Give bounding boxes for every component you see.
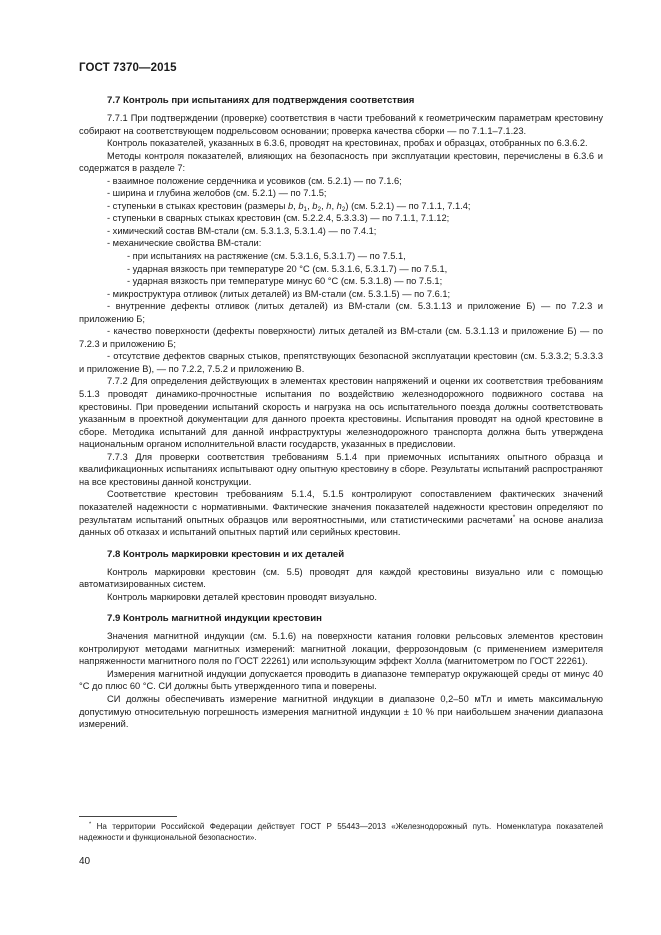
section-7-8-title: 7.8 Контроль маркировки крестовин и их деталей xyxy=(107,548,345,560)
paragraph: Значения магнитной индукции (см. 5.1.6) на поверхности катания головки рельсовых элементов крестовин контролируют методами магнитных измерений: магнитной локации, феррозондовым (с применением измерителя напряженности магнитного поля по ГОСТ 22261) или использующим эффект Холла (магнитометром по ГОСТ 22261). xyxy=(79,631,603,667)
footnote-divider xyxy=(79,816,177,817)
sub-list-item: - при испытаниях на растяжение (см. 5.3.1.6, 5.3.1.7) — по 7.5.1, xyxy=(127,251,406,262)
document-header: ГОСТ 7370—2015 xyxy=(79,62,177,74)
sub-list-item: - ударная вязкость при температуре 20 °С (см. 5.3.1.6, 5.3.1.7) — по 7.5.1, xyxy=(127,263,448,274)
list-item: - химический состав ВМ-стали (см. 5.3.1.3, 5.3.1.4) — по 7.4.1; xyxy=(107,225,377,236)
list-item: - ступеньки в сварных стыках крестовин (см. 5.2.2.4, 5.3.3.3) — по 7.1.1, 7.1.12; xyxy=(107,213,450,224)
paragraph: СИ должны обеспечивать измерение магнитной индукции в диапазоне 0,2–50 мТл и иметь максимальную допустимую относительную погрешность измерения магнитной индукции ± 10 % при наибольшем значении диапазона измерений. xyxy=(79,693,603,730)
footnote-text: На территории Российской Федерации действует ГОСТ Р 55443—2013 «Железнодорожный путь. Номенклатура показателей надежности и функциональной безопасности». xyxy=(79,822,603,842)
page-number: 40 xyxy=(79,856,91,867)
paragraph: Контроль маркировки деталей крестовин проводят визуально. xyxy=(107,591,377,602)
footnote-marker[interactable]: * xyxy=(512,513,516,521)
list-item: - микроструктура отливок (литых деталей) из ВМ-стали (см. 5.3.1.5) — по 7.6.1; xyxy=(107,288,451,299)
paragraph: 7.7.1 При подтверждении (проверке) соответствия в части требований к геометрическим параметрам крестовину собирают на соответствующем подрельсовом основании; проверка качества сборки — по 7.1.1–7.1.23. xyxy=(79,113,603,136)
paragraph: Контроль показателей, указанных в 6.3.6, проводят на крестовинах, пробах и образцах, отобранных по 6.3.6.2. xyxy=(107,138,588,149)
paragraph: Измерения магнитной индукции допускается проводить в диапазоне температур окружающей среды от минус 40 °С до плюс 60 °С. СИ должны быть утвержденного типа и поверены. xyxy=(79,668,603,692)
list-item: - ступеньки в стыках крестовин (размеры b, $b_1$, $b_2$, h, $h_2$) (см. 5.2.1) — по 7.1.1, 7.1.4; xyxy=(107,200,471,213)
paragraph: 7.7.2 Для определения действующих в элементах крестовин напряжений и оценки их соответствия требованиям 5.1.3 проводят динамико-прочностные испытания по воздействию железнодорожного подвижного состава на крестовины. При проведении испытаний скорость и нагрузка на ось испытательного поезда должны соответствовать указанным в проектной документации для данного проекта крестовины. Испытания проводят на одной крестовине в сборе. Методика испытаний для данной инфраструктуры железнодорожного транспорта должна быть утверждена национальным органом исполнительной власти государств, указанных в предисловии. xyxy=(79,376,603,450)
footnote xyxy=(79,821,603,843)
list-item: - ширина и глубина желобов (см. 5.2.1) — по 7.1.5; xyxy=(107,188,327,199)
section-7-7-title: 7.7 Контроль при испытаниях для подтверждения соответствия xyxy=(107,95,415,106)
section-7-9-title: 7.9 Контроль магнитной индукции крестовин xyxy=(107,613,322,625)
footnote-mark: * xyxy=(89,821,92,828)
paragraph: Контроль маркировки крестовин (см. 5.5) проводят для каждой крестовины визуально или с помощью автоматизированных систем. xyxy=(79,566,603,590)
document-body xyxy=(79,94,603,731)
sub-list-item: - ударная вязкость при температуре минус 60 °С (см. 5.3.1.8) — по 7.5.1; xyxy=(127,276,443,287)
paragraph: Методы контроля показателей, влияющих на безопасность при эксплуатации крестовин, перечислены в 6.3.6 и содержатся в разделе 7: xyxy=(79,150,603,174)
list-item: - взаимное положение сердечника и усовиков (см. 5.2.1) — по 7.1.6; xyxy=(107,175,402,186)
list-item: - качество поверхности (дефекты поверхности) литых деталей из ВМ-стали (см. 5.3.1.13 и приложение Б) — по 7.2.3 и приложению Б; xyxy=(79,326,603,349)
paragraph: 7.7.3 Для проверки соответствия требованиям 5.1.4 при приемочных испытаниях опытного образца и квалификационных испытаниях испытывают одну опытную крестовину в сборе. Результаты испытаний распространяют на все крестовины данной конструкции. xyxy=(79,451,603,487)
paragraph: Соответствие крестовин требованиям 5.1.4, 5.1.5 контролируют сопоставлением фактических значений показателей надежности с нормативными. Фактические значения показателей надежности крестовин определяют по результатам испытаний опытных образцов или вероятностными, или статистическими расчетами* на основе анализа данных об отказах и испытаний опытных партий или серийных крестовин. xyxy=(79,489,603,538)
list-item: - механические свойства ВМ-стали: xyxy=(107,238,262,249)
list-item: - отсутствие дефектов сварных стыков, препятствующих безопасной эксплуатации крестовин (см. 5.3.3.2; 5.3.3.3 и приложение В), — по 7.2.2, 7.5.2 и приложению В. xyxy=(79,351,603,374)
list-item: - внутренние дефекты отливок (литых деталей) из ВМ-стали (см. 5.3.1.13 и приложение Б) — по 7.2.3 и приложению Б; xyxy=(79,301,603,324)
